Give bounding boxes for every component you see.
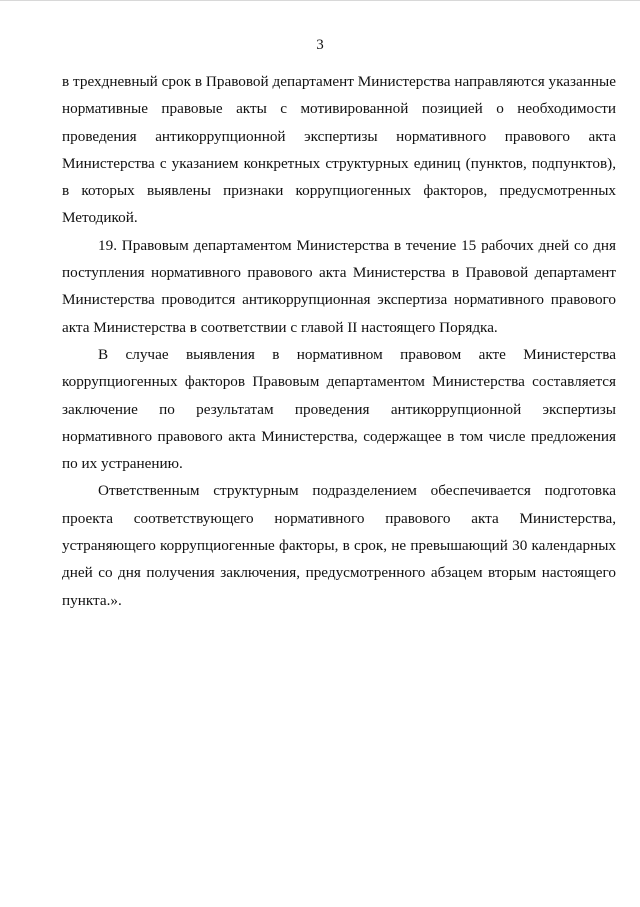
paragraph-continuation: в трехдневный срок в Правовой департамент Министерства направляются указанные нормативные правовые акты с мотивированной позицией о необходимости проведения антикоррупционной экспертизы нормативного правового акта Министерства с указанием конкретных структурных единиц (пунктов, подпунктов), в которых выявлены признаки коррупциогенных факторов, предусмотренных Методикой.	[62, 73, 616, 227]
paragraph-item-19: 19. Правовым департаментом Министерства в течение 15 рабочих дней со дня поступления нормативного правового акта Министерства в Правовой департамент Министерства проводится антикоррупционная экспертиза нормативного правового акта Министерства в соответствии с главой II настоящего Порядка.	[62, 236, 616, 336]
page-number: 3	[316, 37, 324, 53]
document-body	[62, 68, 616, 614]
paragraph-conclusion: В случае выявления в нормативном правовом акте Министерства коррупциогенных факторов Правовым департаментом Министерства составляется заключение по результатам проведения антикоррупционной экспертизы нормативного правового акта Министерства, содержащее в том числе предложения по их устранению.	[62, 345, 616, 473]
paragraph-responsible-unit: Ответственным структурным подразделением обеспечивается подготовка проекта соответствующего нормативного правового акта Министерства, устраняющего коррупциогенные факторы, в срок, не превышающий 30 календарных дней со дня получения заключения, предусмотренного абзацем вторым настоящего пункта.».	[62, 482, 616, 609]
